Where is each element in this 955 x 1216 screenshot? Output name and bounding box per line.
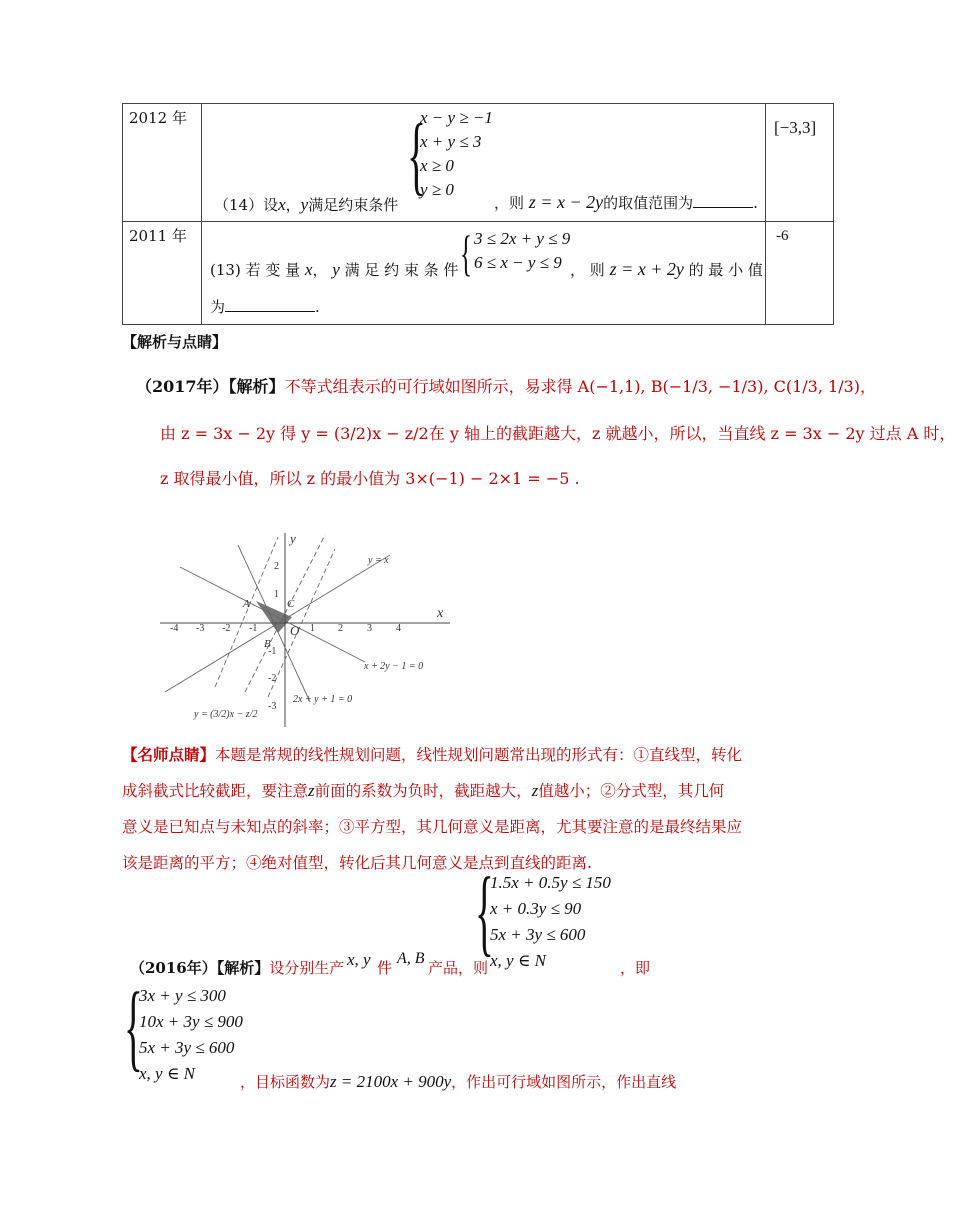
point-c-label: C [287, 598, 295, 610]
mingshi-text: 前面的系数为负时，截距越大， [314, 782, 532, 800]
constraint: x − y ≥ −1 [420, 108, 493, 127]
line-label: x + 2y − 1 = 0 [364, 661, 424, 672]
table-row [123, 222, 834, 325]
var-z: z [531, 781, 539, 800]
y-tick: 2 [274, 561, 279, 572]
constraint: x, y ∈ N [139, 1064, 196, 1083]
analysis-2017-line2 [160, 421, 955, 444]
x-tick: -2 [222, 623, 231, 634]
answer-table [122, 103, 834, 325]
constraint: 5x + 3y ≤ 600 [139, 1038, 235, 1057]
y-axis-label: y [290, 531, 296, 546]
question-suffix: 的 最 小 值 [688, 261, 763, 279]
x-tick: -1 [249, 623, 258, 634]
system-brace: { [124, 973, 143, 1081]
target-function: z = x − 2y [528, 192, 604, 212]
question-tail [494, 192, 758, 213]
condition-text: 满 足 约 束 条 件 [344, 261, 459, 279]
then-text: ， 则 [570, 261, 605, 279]
mingshi-text: 该是距离的平方；④绝对值型，转化后其几何意义是点到直线的距离. [122, 854, 592, 872]
question-prefix: (13) 若 变 量 [210, 261, 301, 279]
year-tag: （2017年） [136, 377, 229, 396]
x-axis-label: x [437, 606, 444, 621]
line2-text: 为 [210, 298, 226, 316]
mingshi-text: 值越小；②分式型，其几何 [538, 782, 725, 800]
question-cell [202, 104, 766, 222]
constraint: 10x + 3y ≤ 900 [139, 1012, 243, 1031]
line-label: 2x + y + 1 = 0 [293, 694, 353, 705]
objective-function: z = 2100x + 900y [330, 1072, 452, 1091]
x-tick: 2 [338, 623, 343, 634]
constraint-system-2 [139, 983, 243, 1087]
analysis-text: 件 [377, 959, 393, 977]
x-tick: 4 [396, 623, 401, 634]
mingshi-text: 本题是常规的线性规划问题，线性规划问题常出现的形式有：①直线型，转化 [215, 746, 743, 764]
constraint: x + y ≤ 3 [420, 132, 482, 151]
year-tag: （2016年） [130, 959, 217, 977]
mingshi-block [122, 737, 742, 881]
year-cell [123, 104, 202, 222]
section-heading: 【解析与点睛】 [122, 333, 228, 351]
var-y: y [300, 195, 309, 214]
question-tail [570, 259, 763, 280]
comma: ， [312, 261, 328, 279]
constraint: x ≥ 0 [420, 156, 454, 175]
answer-value: -6 [776, 228, 789, 244]
answer-value: [−3,3] [774, 118, 817, 137]
question-text [210, 259, 458, 280]
answer-cell [766, 222, 834, 325]
var-y: y [332, 260, 340, 279]
mingshi-line [122, 845, 742, 881]
var-x: x [304, 260, 313, 279]
then-text: ，则 [494, 194, 525, 212]
period: . [753, 194, 758, 212]
constraint: 1.5x + 0.5y ≤ 150 [490, 873, 611, 892]
analysis-text: 不等式组表示的可行域如图所示，易求得 A(−1,1), B(−1/3, −1/3), C(1/3, 1/3)， [284, 377, 877, 396]
line-label: y = x [368, 555, 389, 566]
question-suffix: 的取值范围为 [603, 194, 694, 212]
analysis-2016-line2 [240, 1071, 676, 1092]
target-function: z = x + 2y [609, 259, 684, 279]
analysis-label: 【解析】 [228, 377, 285, 396]
y-tick: 1 [274, 589, 279, 600]
y-tick: -2 [268, 673, 277, 684]
y-tick: -3 [268, 701, 277, 712]
analysis-2016-line1 [130, 957, 344, 978]
origin-label: O [290, 623, 300, 638]
mingshi-line [122, 809, 742, 845]
constraint: 5x + 3y ≤ 600 [490, 925, 586, 944]
constraint: 3x + y ≤ 300 [139, 986, 226, 1005]
constraint: x, y ∈ N [490, 951, 547, 970]
year-label: 2012 年 [129, 109, 187, 127]
condition-text: 满足约束条件 [308, 196, 399, 214]
point-b-label: B [264, 638, 271, 650]
analysis-text: z 取得最小值，所以 z 的最小值为 3×(−1) − 2×1 = −5 . [160, 469, 580, 488]
answer-blank [693, 207, 753, 208]
constraint: y ≥ 0 [420, 180, 454, 199]
constraint-system-1 [490, 870, 611, 974]
question-prefix: （14）设 [214, 196, 279, 214]
year-label: 2011 年 [129, 227, 187, 245]
constraint-system [474, 227, 570, 275]
analysis-text: 由 z = 3x − 2y 得 y = (3/2)x − z/2 [160, 424, 429, 443]
comma: ， [285, 196, 301, 214]
constraint: 3 ≤ 2x + y ≤ 9 [474, 229, 571, 248]
system-brace: { [407, 107, 427, 204]
mingshi-line [122, 773, 742, 809]
analysis-2017-line1 [136, 374, 876, 397]
y-tick: -1 [268, 646, 277, 657]
mingshi-text: 意义是已知点与未知点的斜率；③平方型，其几何意义是距离，尤其要注意的是最终结果应 [122, 818, 743, 836]
table-row [123, 104, 834, 222]
analysis-text: ，作出可行域如图所示，作出直线 [451, 1073, 677, 1091]
analysis-text: 设分别生产 [269, 959, 345, 977]
analysis-text: ，目标函数为 [240, 1073, 331, 1091]
x-tick: 1 [310, 623, 315, 634]
constraint-system [420, 106, 493, 202]
analysis-label: 【解析】 [216, 959, 270, 977]
mingshi-line [122, 737, 742, 773]
system-brace: { [460, 225, 472, 281]
products: A, B [397, 950, 425, 967]
mingshi-label: 【名师点睛】 [122, 745, 216, 764]
constraint: 6 ≤ x − y ≤ 9 [474, 253, 562, 272]
answer-blank [225, 311, 315, 312]
feasible-region-graph [150, 527, 460, 732]
mingshi-text: 成斜截式比较截距，要注意 [122, 782, 309, 800]
system-brace: { [475, 858, 494, 966]
period: . [315, 298, 320, 316]
analysis-text: ，即 [620, 959, 651, 977]
question-text [214, 194, 398, 215]
analysis-text: 在 y 轴上的截距越大，z 就越小，所以，当直线 z = 3x − 2y 过点 A 时， [428, 424, 955, 443]
point-a-label: A [243, 598, 250, 610]
vars: x, y [347, 950, 371, 969]
answer-cell [766, 104, 834, 222]
x-tick: -3 [196, 623, 205, 634]
analysis-text: 产品，则 [428, 959, 489, 977]
constraint: x + 0.3y ≤ 90 [490, 899, 582, 918]
x-tick: 3 [367, 623, 372, 634]
year-cell [123, 222, 202, 325]
question-cell [202, 222, 766, 325]
x-tick: -4 [170, 623, 179, 634]
analysis-2017-line3 [160, 466, 580, 489]
question-line2 [210, 296, 320, 317]
line-label: y = (3/2)x − z/2 [194, 709, 258, 720]
var-x: x [278, 195, 286, 214]
var-z: z [308, 781, 315, 800]
